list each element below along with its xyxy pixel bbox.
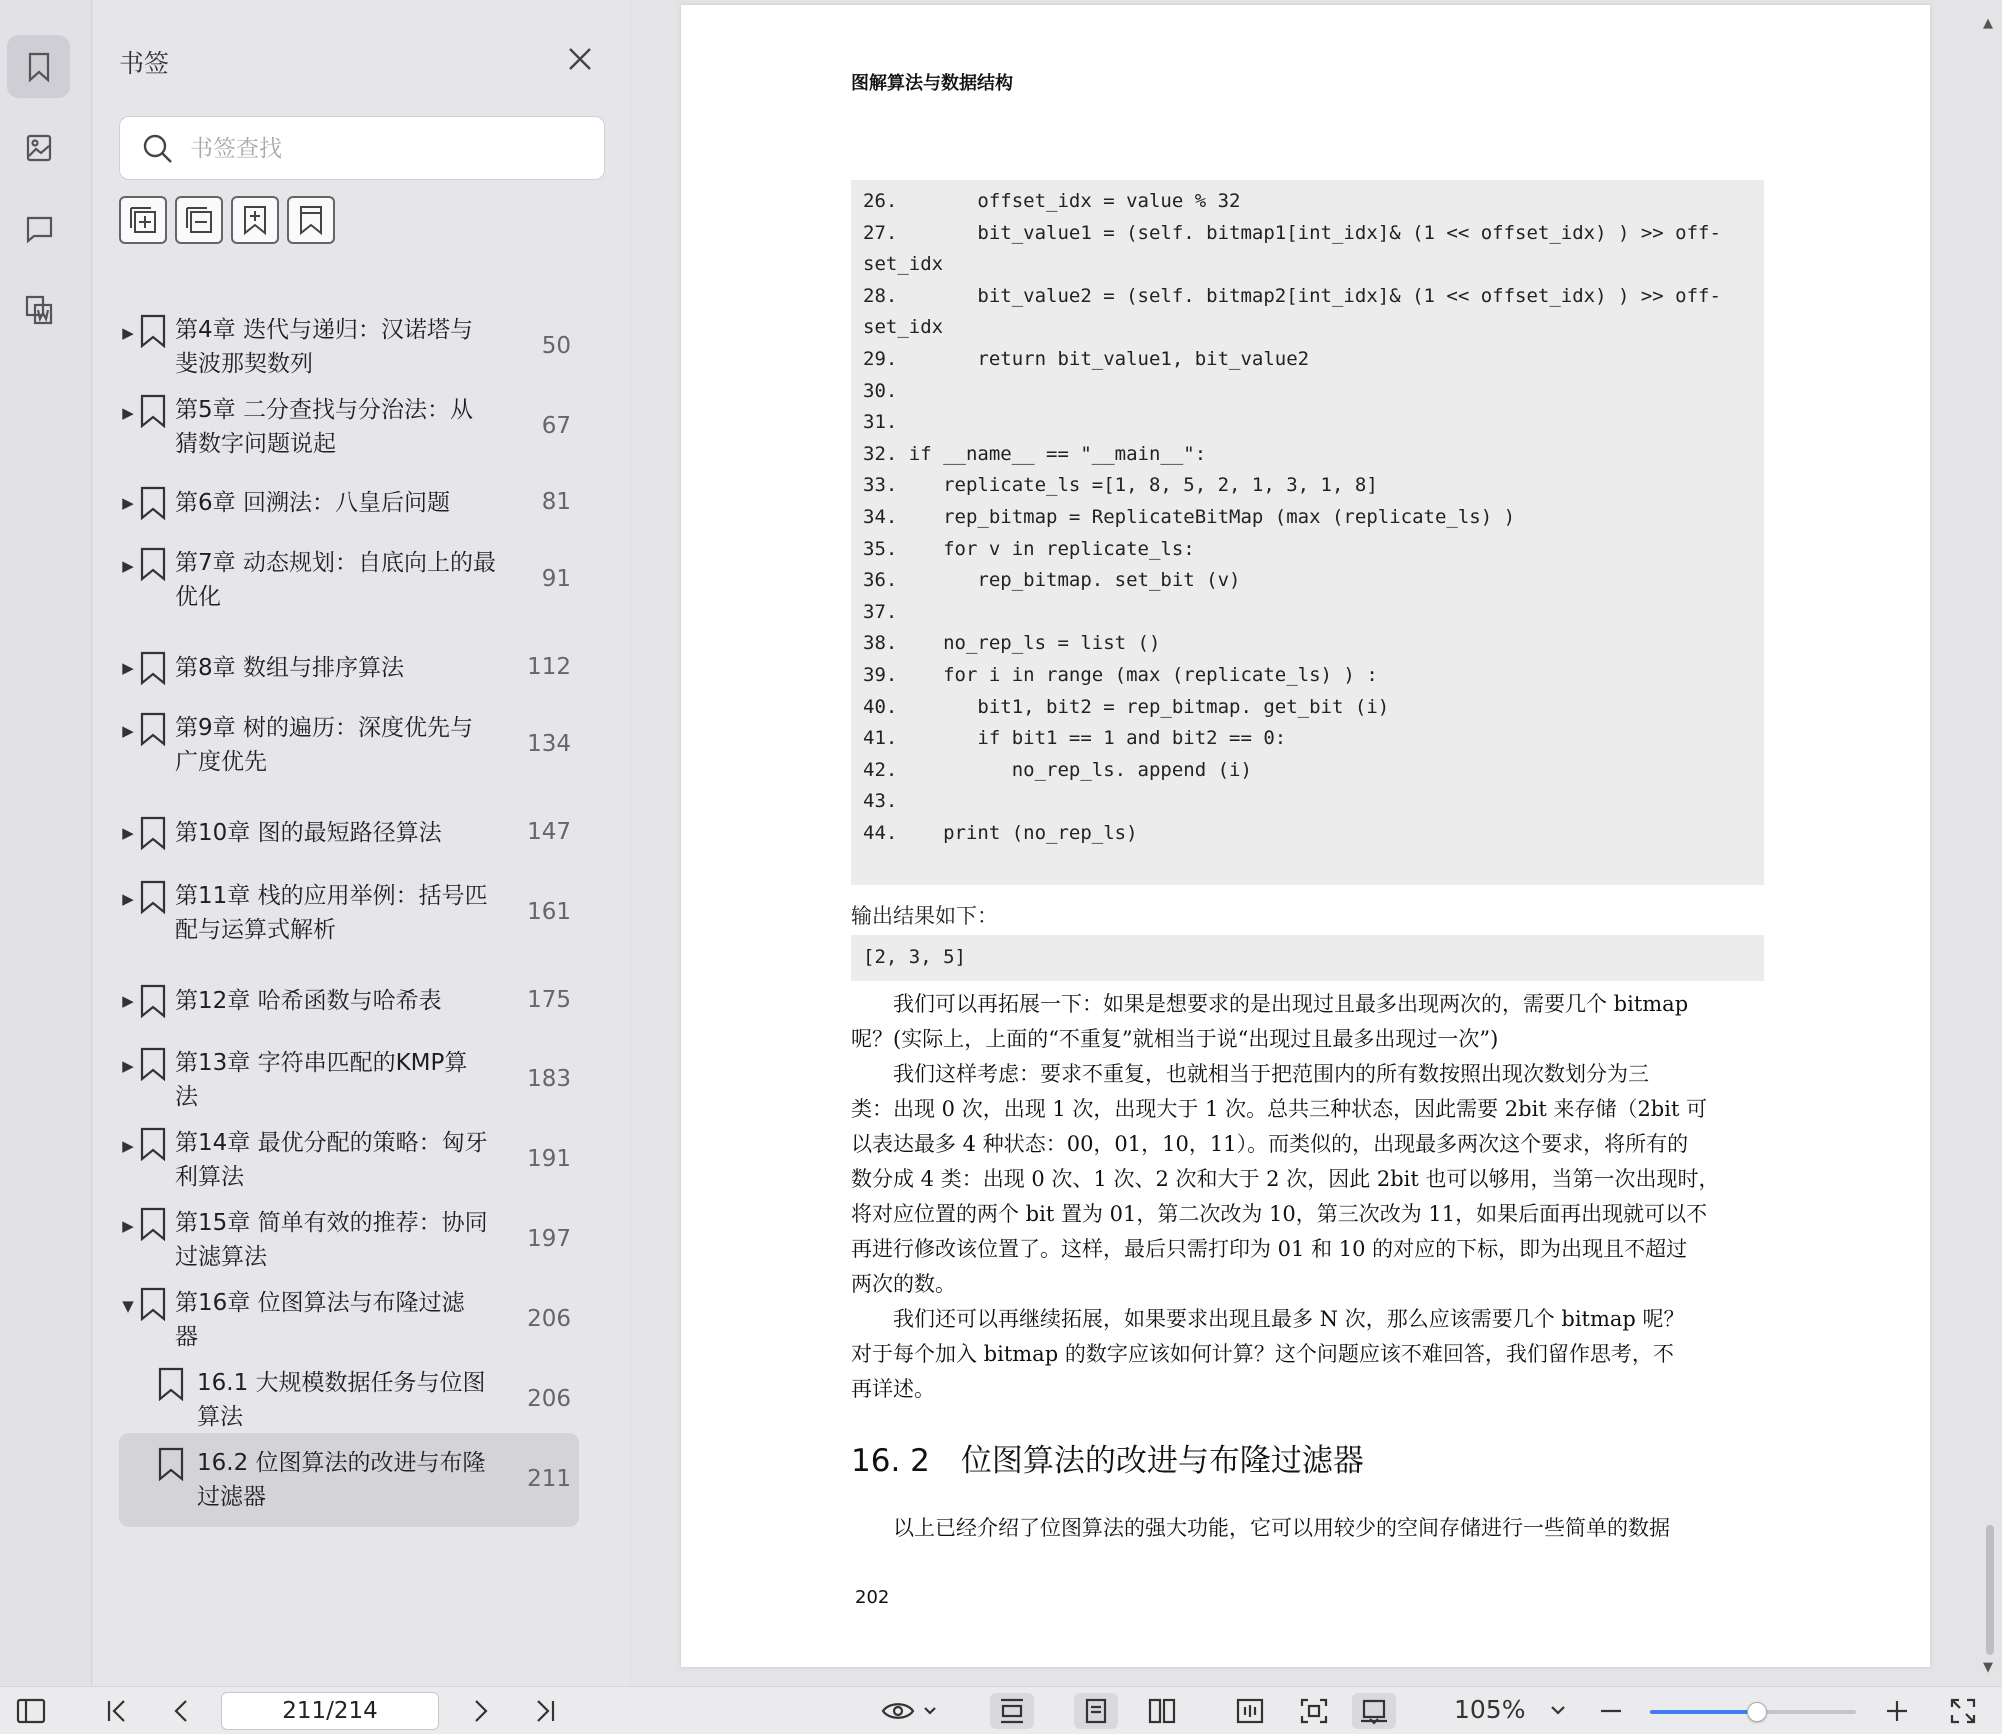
bookmark-page-number: 175 (527, 987, 571, 1013)
code-line: 30. (863, 379, 898, 402)
fullscreen-button[interactable] (1946, 1693, 1980, 1729)
bookmark-page-number: 147 (527, 819, 571, 845)
bookmark-icon (22, 50, 56, 84)
bookmark-icon (139, 1287, 167, 1321)
comment-icon (22, 212, 56, 246)
bookmark-label-line: 第13章 字符串匹配的KMP算 (175, 1050, 468, 1076)
bookmark-label (175, 1046, 513, 1114)
expand-arrow-right-icon[interactable]: ▶ (122, 1057, 134, 1075)
bottom-toolbar (0, 1686, 2002, 1734)
bookmark-icon (157, 1447, 185, 1481)
code-line: 33. replicate_ls =[1, 8, 5, 2, 1, 3, 1, 8] (863, 474, 1378, 497)
fit-width-icon (1235, 1697, 1265, 1725)
bookmark-icon (139, 486, 167, 520)
minus-icon (1598, 1698, 1624, 1724)
toggle-sidebar-button[interactable] (14, 1693, 48, 1729)
eye-icon (881, 1698, 939, 1724)
close-icon (565, 44, 595, 74)
fit-page-button[interactable] (1292, 1693, 1336, 1729)
bookmark-label-line: 斐波那契数列 (175, 351, 313, 377)
bookmark-label (175, 1126, 513, 1194)
search-icon (142, 133, 174, 165)
expand-arrow-right-icon[interactable]: ▶ (122, 890, 134, 908)
body-line: 以上已经介绍了位图算法的强大功能，它可以用较少的空间存储进行一些简单的数据 (851, 1516, 1670, 1540)
scroll-up-arrow[interactable]: ▲ (1983, 16, 1993, 31)
bookmark-item[interactable] (119, 392, 579, 462)
bookmark-page-number: 50 (541, 333, 571, 359)
code-line: 29. return bit_value1, bit_value2 (863, 348, 1310, 370)
bookmark-label-line: 第10章 图的最短路径算法 (175, 820, 442, 846)
bookmark-page-button[interactable] (287, 196, 335, 244)
bookmark-icon (157, 1367, 185, 1401)
bookmark-label-line: 第14章 最优分配的策略：匈牙 (175, 1130, 488, 1156)
bookmark-item[interactable] (119, 1433, 579, 1527)
expand-arrow-right-icon[interactable]: ▶ (122, 404, 134, 422)
previous-page-button[interactable] (164, 1693, 198, 1729)
last-page-button[interactable] (528, 1693, 562, 1729)
last-page-icon (533, 1698, 557, 1724)
body-line: 我们还可以再继续拓展，如果要求出现且最多 N 次，那么应该需要几个 bitmap 呢？ (851, 1307, 1685, 1331)
collapse-all-icon (182, 203, 216, 237)
code-line: 35. for v in replicate_ls: (863, 537, 1195, 560)
page-number: 202 (855, 1587, 890, 1608)
bookmark-item[interactable] (119, 878, 579, 948)
sidebar-toggle-icon (16, 1698, 46, 1724)
add-bookmark-icon (238, 203, 272, 237)
continuous-scroll-button[interactable] (990, 1693, 1034, 1729)
bookmark-page-number: 197 (527, 1226, 571, 1252)
code-line: 28. bit_value2 = (self. bitmap2[int_idx]& (1 << offset_idx) ) >> off- (863, 284, 1721, 307)
zoom-out-button[interactable] (1594, 1693, 1628, 1729)
bookmark-item[interactable] (119, 810, 579, 856)
bookmark-item[interactable] (119, 710, 579, 780)
bookmark-search[interactable] (119, 116, 605, 180)
bookmark-label (175, 546, 513, 614)
bookmark-page-number: 67 (541, 413, 571, 439)
code-line: 40. bit1, bit2 = rep_bitmap. get_bit (i) (863, 695, 1390, 718)
expand-arrow-right-icon[interactable]: ▶ (122, 722, 134, 740)
bookmark-label-line: 第8章 数组与排序算法 (175, 655, 404, 681)
chevron-down-icon (1549, 1704, 1567, 1718)
bookmark-icon (139, 394, 167, 428)
zoom-slider[interactable] (1650, 1710, 1856, 1714)
expand-arrow-right-icon[interactable]: ▶ (122, 494, 134, 512)
expand-arrow-right-icon[interactable]: ▶ (122, 324, 134, 342)
bookmark-label (175, 486, 513, 520)
bookmark-icon (139, 1127, 167, 1161)
running-head: 图解算法与数据结构 (851, 73, 1013, 94)
close-panel-button[interactable] (565, 44, 595, 74)
zoom-slider-handle[interactable] (1747, 1702, 1767, 1722)
bookmark-page-number: 81 (541, 489, 571, 515)
bookmark-label-line: 猜数字问题说起 (175, 431, 336, 457)
bookmark-label-line: 配与运算式解析 (175, 917, 336, 943)
bookmark-outline-icon (294, 203, 328, 237)
bookmark-page-number: 191 (527, 1146, 571, 1172)
body-line: 呢？(实际上，上面的“不重复”就相当于说“出现过且最多出现过一次”) (851, 1027, 1499, 1051)
code-line: 31. (863, 411, 898, 434)
bookmark-item[interactable] (119, 312, 579, 382)
bookmark-label (175, 879, 513, 947)
bookmark-label (197, 1446, 497, 1514)
bookmark-label-line: 第5章 二分查找与分治法：从 (175, 397, 473, 423)
bookmark-page-number: 161 (527, 899, 571, 925)
comments-panel-button[interactable] (7, 197, 70, 260)
first-page-button[interactable] (100, 1693, 134, 1729)
body-line: 数分成 4 类：出现 0 次、1 次、2 次和大于 2 次，因此 2bit 也可以够用，当第一次出现时， (851, 1167, 1720, 1191)
first-page-icon (105, 1698, 129, 1724)
single-page-button[interactable] (1074, 1693, 1118, 1729)
bookmark-item[interactable] (119, 978, 579, 1024)
code-line: 37. (863, 600, 898, 623)
document-viewport (631, 0, 2002, 1686)
bookmark-label-line: 广度优先 (175, 749, 267, 775)
section-heading: 16. 2 位图算法的改进与布隆过滤器 (851, 1443, 1364, 1479)
bookmark-page-number: 112 (527, 654, 571, 680)
bookmark-label (175, 1206, 513, 1274)
bookmark-search-input[interactable] (190, 127, 590, 171)
actual-size-button[interactable] (1352, 1693, 1396, 1729)
zoom-dropdown-button[interactable] (1546, 1693, 1570, 1729)
bookmark-icon (139, 816, 167, 850)
code-line: 34. rep_bitmap = ReplicateBitMap (max (replicate_ls) ) (863, 506, 1516, 528)
bookmark-item[interactable] (119, 645, 579, 691)
code-line: 42. no_rep_ls. append (i) (863, 758, 1252, 781)
bookmark-label-line: 利算法 (175, 1164, 244, 1190)
add-bookmark-button[interactable] (231, 196, 279, 244)
code-line: 41. if bit1 == 1 and bit2 == 0: (863, 727, 1287, 750)
fit-width-button[interactable] (1228, 1693, 1272, 1729)
bookmark-label-line: 第11章 栈的应用举例：括号匹 (175, 883, 488, 909)
code-line: set_idx (863, 316, 944, 339)
bookmark-label (175, 711, 513, 779)
bookmark-label-line: 第12章 哈希函数与哈希表 (175, 988, 442, 1014)
panel-title: 书签 (119, 49, 170, 78)
actual-size-icon (1359, 1697, 1389, 1725)
bookmark-page-number: 206 (527, 1386, 571, 1412)
bookmark-label (175, 313, 513, 381)
continuous-scroll-icon (997, 1697, 1027, 1725)
expand-all-button[interactable] (119, 196, 167, 244)
bookmark-page-number: 211 (527, 1466, 571, 1492)
next-page-button[interactable] (464, 1693, 498, 1729)
bookmark-item[interactable] (119, 1045, 579, 1115)
bookmark-item[interactable] (119, 1365, 579, 1435)
bookmark-label-line: 器 (175, 1324, 198, 1350)
bookmark-item[interactable] (119, 545, 579, 615)
code-line: 26. offset_idx = value % 32 (863, 190, 1241, 212)
page-number-input[interactable]: 211/214 (221, 1692, 439, 1730)
bookmark-label-line: 第7章 动态规划：自底向上的最 (175, 550, 496, 576)
bookmark-panel (93, 0, 630, 1686)
expand-arrow-right-icon[interactable]: ▶ (122, 1137, 134, 1155)
collapse-all-button[interactable] (175, 196, 223, 244)
bookmark-label-line: 法 (175, 1084, 198, 1110)
two-page-icon (1147, 1697, 1177, 1725)
code-line: 39. for i in range (max (replicate_ls) ) : (863, 664, 1378, 686)
thumbnail-panel-button[interactable] (7, 116, 70, 179)
output-label: 输出结果如下： (851, 904, 998, 928)
document-page (681, 5, 1930, 1667)
body-line: 我们可以再拓展一下：如果是想要求的是出现过且最多出现两次的，需要几个 bitmap (851, 992, 1689, 1016)
document-convert-icon (22, 293, 56, 327)
code-block (851, 180, 1764, 885)
expand-all-icon (126, 203, 160, 237)
body-line: 对于每个加入 bitmap 的数字应该如何计算？这个问题应该不难回答，我们留作思考，不 (851, 1342, 1674, 1366)
bookmark-label-line: 第16章 位图算法与布隆过滤 (175, 1290, 465, 1316)
bookmark-icon (139, 1207, 167, 1241)
image-icon (22, 131, 56, 165)
single-page-icon (1082, 1697, 1110, 1725)
bookmark-label-line: 16.2 位图算法的改进与布隆 (197, 1450, 486, 1476)
code-line: 32. if __name__ == "__main__": (863, 442, 1207, 465)
convert-panel-button[interactable] (7, 278, 70, 341)
two-page-button[interactable] (1140, 1693, 1184, 1729)
bookmark-label-line: 第4章 迭代与递归：汉诺塔与 (175, 317, 473, 343)
sidebar-rail (0, 0, 92, 1686)
code-line: 44. print (no_rep_ls) (863, 822, 1138, 844)
expand-arrow-right-icon[interactable]: ▶ (122, 557, 134, 575)
bookmark-icon (139, 984, 167, 1018)
bookmark-label (175, 816, 513, 850)
bookmark-item[interactable] (119, 1125, 579, 1195)
fullscreen-icon (1949, 1697, 1977, 1725)
output-value: [2, 3, 5] (863, 946, 966, 968)
bookmark-page-number: 206 (527, 1306, 571, 1332)
expand-arrow-right-icon[interactable]: ▶ (122, 824, 134, 842)
bookmark-icon (139, 651, 167, 685)
bookmark-page-number: 134 (527, 731, 571, 757)
bookmark-label-line: 第6章 回溯法：八皇后问题 (175, 490, 450, 516)
bookmark-label (175, 984, 513, 1018)
body-line: 将对应位置的两个 bit 置为 01，第二次改为 10，第三次改为 11，如果后面再出现就可以不 (851, 1202, 1708, 1226)
body-line: 我们这样考虑：要求不重复，也就相当于把范围内的所有数按照出现次数划分为三 (851, 1062, 1649, 1086)
bookmark-item[interactable] (119, 480, 579, 526)
expand-arrow-down-icon[interactable]: ▼ (122, 1297, 134, 1315)
expand-arrow-right-icon[interactable]: ▶ (122, 1217, 134, 1235)
bookmark-icon (139, 880, 167, 914)
fit-page-icon (1299, 1697, 1329, 1725)
body-line: 再详述。 (851, 1377, 935, 1401)
code-line: 36. rep_bitmap. set_bit (v) (863, 569, 1241, 592)
bookmark-item[interactable] (119, 1205, 579, 1275)
zoom-in-button[interactable] (1880, 1693, 1914, 1729)
bookmark-page-number: 91 (541, 566, 571, 592)
zoom-slider-fill (1650, 1710, 1757, 1714)
body-line: 再进行修改该位置了。这样，最后只需打印为 01 和 10 的对应的下标，即为出现且不超过 (851, 1237, 1688, 1261)
bookmark-page-number: 183 (527, 1066, 571, 1092)
bookmark-icon (139, 314, 167, 348)
code-line: 43. (863, 790, 898, 813)
code-line: 27. bit_value1 = (self. bitmap1[int_idx]& (1 << offset_idx) ) >> off- (863, 221, 1721, 244)
bookmark-label-line: 过滤算法 (175, 1244, 267, 1270)
bookmark-icon (139, 1047, 167, 1081)
expand-arrow-right-icon[interactable]: ▶ (122, 992, 134, 1010)
bookmark-label-line: 第15章 简单有效的推荐：协同 (175, 1210, 488, 1236)
bookmark-item[interactable] (119, 1285, 579, 1355)
bookmark-label (175, 1286, 513, 1354)
bookmark-label-line: 16.1 大规模数据任务与位图 (197, 1370, 486, 1396)
bookmark-label-line: 优化 (175, 584, 221, 610)
body-line: 类：出现 0 次，出现 1 次，出现大于 1 次。总共三种状态，因此需要 2bit 来存储（2bit 可 (851, 1097, 1708, 1121)
bookmark-label-line: 算法 (197, 1404, 243, 1430)
bookmark-label-line: 过滤器 (197, 1484, 266, 1510)
bookmark-label-line: 第9章 树的遍历：深度优先与 (175, 715, 473, 741)
code-line: set_idx (863, 253, 944, 276)
chevron-right-icon (471, 1698, 491, 1724)
bookmark-icon (139, 547, 167, 581)
view-mode-dropdown[interactable] (880, 1693, 940, 1729)
code-line: 38. no_rep_ls = list () (863, 632, 1161, 655)
zoom-value[interactable]: 105% (1454, 1695, 1526, 1724)
bookmark-panel-button[interactable] (7, 35, 70, 98)
scroll-down-arrow[interactable]: ▼ (1983, 1660, 1993, 1675)
chevron-left-icon (171, 1698, 191, 1724)
body-line: 以表达最多 4 种状态：00，01，10，11）。而类似的，出现最多两次这个要求，将所有的 (851, 1132, 1689, 1156)
bookmark-list (93, 290, 613, 1686)
bookmark-label (175, 393, 513, 461)
bookmark-label (197, 1366, 497, 1434)
bookmark-icon (139, 712, 167, 746)
body-line: 两次的数。 (851, 1272, 956, 1296)
output-block (851, 935, 1764, 981)
document-scrollbar[interactable] (1986, 1525, 1994, 1655)
expand-arrow-right-icon[interactable]: ▶ (122, 659, 134, 677)
bookmark-label (175, 651, 513, 685)
plus-icon (1884, 1698, 1910, 1724)
